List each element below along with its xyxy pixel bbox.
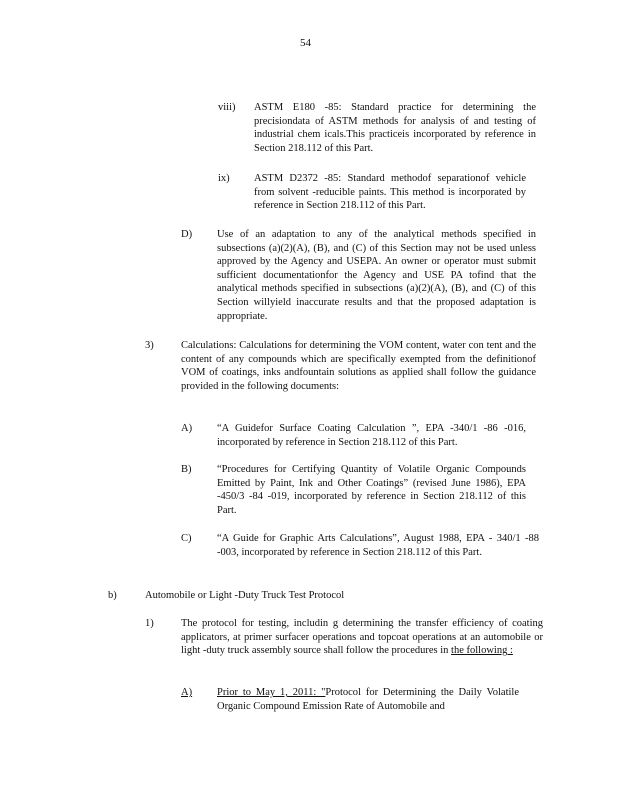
item-3B-text: “Procedures for Certifying Quantity of Volatile Organic Compounds Emitted by Paint, Ink and Other Coatings” (revised June 1986), EPA -450/3 -84 -019, incorporated by reference in Section 218.112 of this Part. [217, 464, 526, 516]
section-b-title: Automobile or Light -Duty Truck Test Protocol [145, 590, 345, 601]
item-3C-text: “A Guide for Graphic Arts Calculations”, August 1988, EPA - 340/1 -88 -003, incorporated by reference in Section 218.112 of this Part. [217, 533, 539, 558]
item-3A-label: A) [181, 423, 193, 434]
page-number: 54 [300, 37, 311, 49]
item-bA-text-underlined: Prior to May 1, 2011: " [217, 687, 326, 698]
item-D-text: Use of an adaptation to any of the analytical methods specified in subsections (a)(2)(A), (B), and (C) of this Section may not be used unless approved by the Agency and USEPA. An owner or operator must submit sufficient documentationfor the Agency and USE PA tofind that the analytical methods specified in subsections (a)(2)(A), (B), and (C) of this Section willyield inaccurate results and that the proposed adaptation is appropriate. [217, 229, 536, 322]
item-bA-label: A) [181, 687, 193, 698]
item-3-label: 3) [145, 340, 154, 351]
item-b1-text-underlined: the following : [451, 645, 513, 657]
item-bA-text [217, 686, 519, 713]
item-b1-label: 1) [145, 618, 154, 629]
item-bA-text-rest: Protocol for Determining the Daily Volatile Organic Compound Emission Rate of Automobile and [217, 687, 519, 712]
section-b-label: b) [108, 590, 117, 601]
item-b1-text [181, 617, 543, 658]
item-viii-label: viii) [218, 102, 236, 113]
item-ix-text: ASTM D2372 -85: Standard methodof separationof vehicle from solvent -reducible paints. This method is incorporated by reference in Section 218.112 of this Part. [254, 173, 526, 212]
item-3A-text: “A Guidefor Surface Coating Calculation ”, EPA -340/1 -86 -016, incorporated by reference in Section 218.112 of this Part. [217, 423, 526, 448]
item-3-text: Calculations: Calculations for determining the VOM content, water con tent and the content of any compounds which are specifically exempted from the definitionof VOM of coatings, inks andfountain solutions as applied shall follow the guidance provided in the following documents: [181, 340, 536, 392]
item-3B-label: B) [181, 464, 192, 475]
item-viii-text: ASTM E180 -85: Standard practice for determining the precisiondata of ASTM methods for analysis of and testing of industrial chem icals.This practiceis incorporated by reference in Section 218.112 of this Part. [254, 102, 536, 154]
item-D-label: D) [181, 229, 193, 240]
item-ix-label: ix) [218, 173, 230, 184]
item-b1-text-main: The protocol for testing, includin g determining the transfer efficiency of coating applicators, at primer surfacer operations and topcoat operations at an automobile or light -duty truck assembly source shall follow the procedures in [181, 618, 543, 657]
item-3C-label: C) [181, 533, 192, 544]
